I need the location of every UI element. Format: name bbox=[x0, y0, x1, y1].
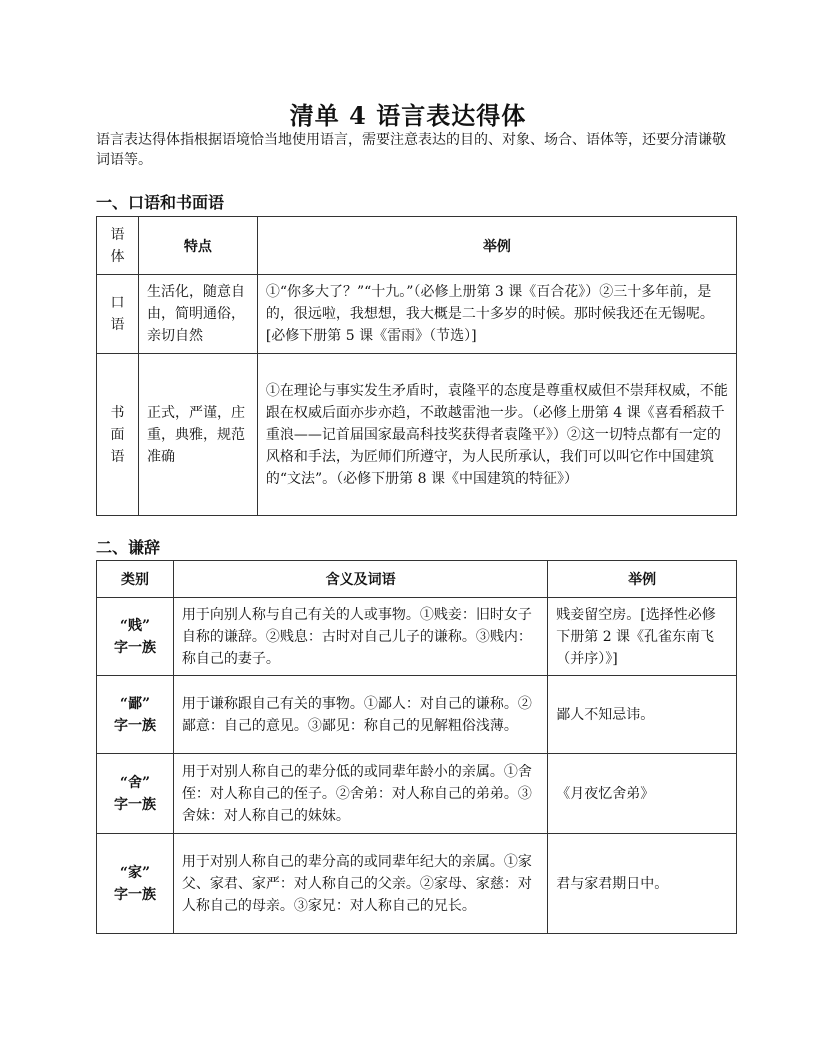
register-type: 口语 bbox=[97, 275, 139, 354]
example-cell: 君与家君期日中。 bbox=[548, 834, 737, 934]
category-word: “家” bbox=[119, 864, 150, 881]
category-word: “鄙” bbox=[119, 695, 150, 712]
example-cell: 《月夜忆舍弟》 bbox=[548, 754, 737, 834]
table-row bbox=[97, 598, 737, 676]
intro-paragraph: 语言表达得体指根据语境恰当地使用语言，需要注意表达的目的、对象、场合、语体等，还要分清谦敬词语等。 bbox=[96, 132, 726, 168]
category-cell bbox=[97, 598, 174, 676]
category-cell bbox=[97, 676, 174, 754]
page-title: 清单 4 语言表达得体 bbox=[289, 101, 527, 130]
category-cell bbox=[97, 754, 174, 834]
register-examples: ①“你多大了？”“十九。”（必修上册第 3 课《百合花》）②三十多年前，是的，很远啦，我想想，我大概是二十多岁的时候。那时候我还在无锡呢。[必修下册第 5 课《雷雨》（节选）] bbox=[257, 275, 736, 354]
header-features: 特点 bbox=[138, 217, 257, 275]
meaning-cell: 用于向别人称与自己有关的人或事物。①贱妾：旧时女子自称的谦辞。②贱息：古时对自己儿子的谦称。③贱内：称自己的妻子。 bbox=[173, 598, 547, 676]
category-suffix: 字一族 bbox=[113, 717, 156, 734]
section1-heading: 一、口语和书面语 bbox=[96, 193, 225, 212]
humble-words-table bbox=[96, 560, 737, 934]
header-meaning: 含义及词语 bbox=[173, 561, 547, 598]
meaning-cell: 用于对别人称自己的辈分低的或同辈年龄小的亲属。①舍侄：对人称自己的侄子。②舍弟：对人称自己的弟弟。③舍妹：对人称自己的妹妹。 bbox=[173, 754, 547, 834]
section2-heading: 二、谦辞 bbox=[96, 538, 161, 557]
header-example: 举例 bbox=[548, 561, 737, 598]
table-header-row bbox=[97, 561, 737, 598]
category-suffix: 字一族 bbox=[113, 886, 156, 903]
register-table bbox=[96, 216, 737, 516]
meaning-cell: 用于谦称跟自己有关的事物。①鄙人：对自己的谦称。②鄙意：自己的意见。③鄙见：称自己的见解粗俗浅薄。 bbox=[173, 676, 547, 754]
category-suffix: 字一族 bbox=[113, 639, 156, 656]
table-row bbox=[97, 676, 737, 754]
category-suffix: 字一族 bbox=[113, 796, 156, 813]
register-features: 正式，严谨，庄重，典雅，规范准确 bbox=[138, 354, 257, 516]
header-category: 类别 bbox=[97, 561, 174, 598]
example-cell: 鄙人不知忌讳。 bbox=[548, 676, 737, 754]
table-row bbox=[97, 754, 737, 834]
register-features: 生活化，随意自由，简明通俗，亲切自然 bbox=[138, 275, 257, 354]
category-word: “贱” bbox=[119, 617, 150, 634]
header-register: 语体 bbox=[97, 217, 139, 275]
category-cell bbox=[97, 834, 174, 934]
category-word: “舍” bbox=[119, 774, 150, 791]
register-type: 书面语 bbox=[97, 354, 139, 516]
table-row bbox=[97, 834, 737, 934]
table-row bbox=[97, 275, 737, 354]
meaning-cell: 用于对别人称自己的辈分高的或同辈年纪大的亲属。①家父、家君、家严：对人称自己的父亲。②家母、家慈：对人称自己的母亲。③家兄：对人称自己的兄长。 bbox=[173, 834, 547, 934]
table-row bbox=[97, 354, 737, 516]
table-header-row bbox=[97, 217, 737, 275]
example-cell: 贱妾留空房。[选择性必修下册第 2 课《孔雀东南飞（并序）》] bbox=[548, 598, 737, 676]
register-examples: ①在理论与事实发生矛盾时，袁隆平的态度是尊重权威但不崇拜权威，不能跟在权威后面亦步亦趋，不敢越雷池一步。（必修上册第 4 课《喜看稻菽千重浪——记首届国家最高科技奖获得者袁隆平》）②这一切特点都有一定的风格和手法，为匠师们所遵守，为人民所承认，我们可以叫它作中国建筑的“文法”。（必修下册第 8 课《中国建筑的特征》） bbox=[257, 354, 736, 516]
header-examples: 举例 bbox=[257, 217, 736, 275]
